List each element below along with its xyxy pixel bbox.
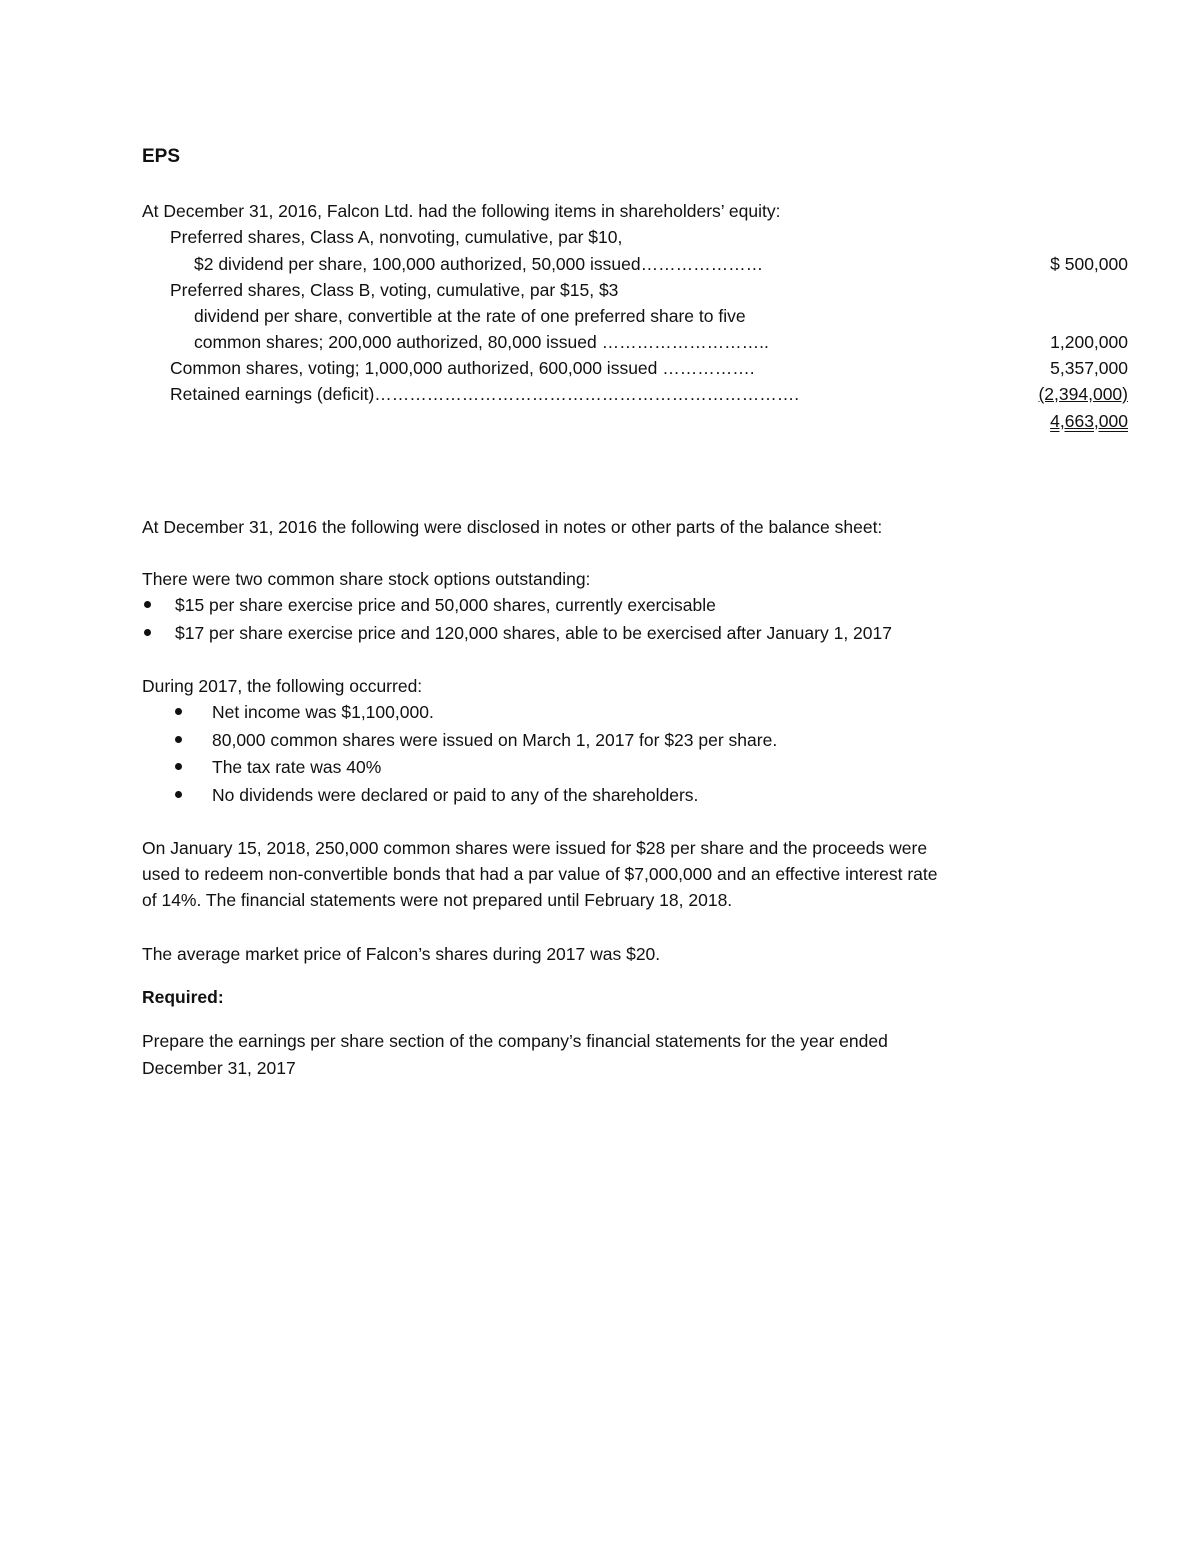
retained-earnings-amount: (2,394,000) <box>1038 384 1128 404</box>
subsequent-line-3: of 14%. The financial statements were not prepared until February 18, 2018. <box>142 890 733 910</box>
required-line-2: December 31, 2017 <box>142 1058 296 1078</box>
bullet-icon <box>175 708 182 715</box>
bullet-icon <box>144 601 151 608</box>
required-label: Required: <box>142 987 224 1007</box>
during-item-2: 80,000 common shares were issued on March 1, 2017 for $23 per share. <box>212 730 778 750</box>
during-item-1: Net income was $1,100,000. <box>212 702 434 722</box>
option-item-2: $17 per share exercise price and 120,000 shares, able to be exercised after January 1, 2017 <box>175 623 892 643</box>
bullet-icon <box>175 736 182 743</box>
notes-intro: At December 31, 2016 the following were disclosed in notes or other parts of the balance sheet: <box>142 517 883 537</box>
bullet-icon <box>175 791 182 798</box>
during-item-3: The tax rate was 40% <box>212 757 382 777</box>
common-shares-line: Common shares, voting; 1,000,000 authorized, 600,000 issued ……………. <box>170 358 755 378</box>
document-title: EPS <box>142 146 181 167</box>
pref-b-line-3: common shares; 200,000 authorized, 80,000 issued ……………………….. <box>194 332 769 352</box>
pref-a-line-2: $2 dividend per share, 100,000 authorized, 50,000 issued………………… <box>194 254 764 274</box>
bullet-icon <box>144 629 151 636</box>
pref-a-amount: $ 500,000 <box>1050 254 1128 274</box>
pref-a-line-1: Preferred shares, Class A, nonvoting, cumulative, par $10, <box>170 227 623 247</box>
pref-b-line-2: dividend per share, convertible at the rate of one preferred share to five <box>194 306 746 326</box>
option-item-1: $15 per share exercise price and 50,000 shares, currently exercisable <box>175 595 716 615</box>
market-price-text: The average market price of Falcon’s shares during 2017 was $20. <box>142 944 661 964</box>
required-line-1: Prepare the earnings per share section of the company’s financial statements for the year ended <box>142 1031 888 1051</box>
subsequent-line-2: used to redeem non-convertible bonds that had a par value of $7,000,000 and an effective interest rate <box>142 864 938 884</box>
retained-earnings-line: Retained earnings (deficit)………………………………………………………………. <box>170 384 800 404</box>
pref-b-amount: 1,200,000 <box>1050 332 1128 352</box>
common-shares-amount: 5,357,000 <box>1050 358 1128 378</box>
subsequent-line-1: On January 15, 2018, 250,000 common shares were issued for $28 per share and the proceeds were <box>142 838 928 858</box>
during-item-4: No dividends were declared or paid to any of the shareholders. <box>212 785 699 805</box>
equity-intro: At December 31, 2016, Falcon Ltd. had the following items in shareholders’ equity: <box>142 201 781 221</box>
pref-b-line-1: Preferred shares, Class B, voting, cumulative, par $15, $3 <box>170 280 619 300</box>
during-intro: During 2017, the following occurred: <box>142 676 423 696</box>
total-equity-amount: 4,663,000 <box>1050 411 1128 431</box>
options-intro: There were two common share stock options outstanding: <box>142 569 591 589</box>
bullet-icon <box>175 763 182 770</box>
